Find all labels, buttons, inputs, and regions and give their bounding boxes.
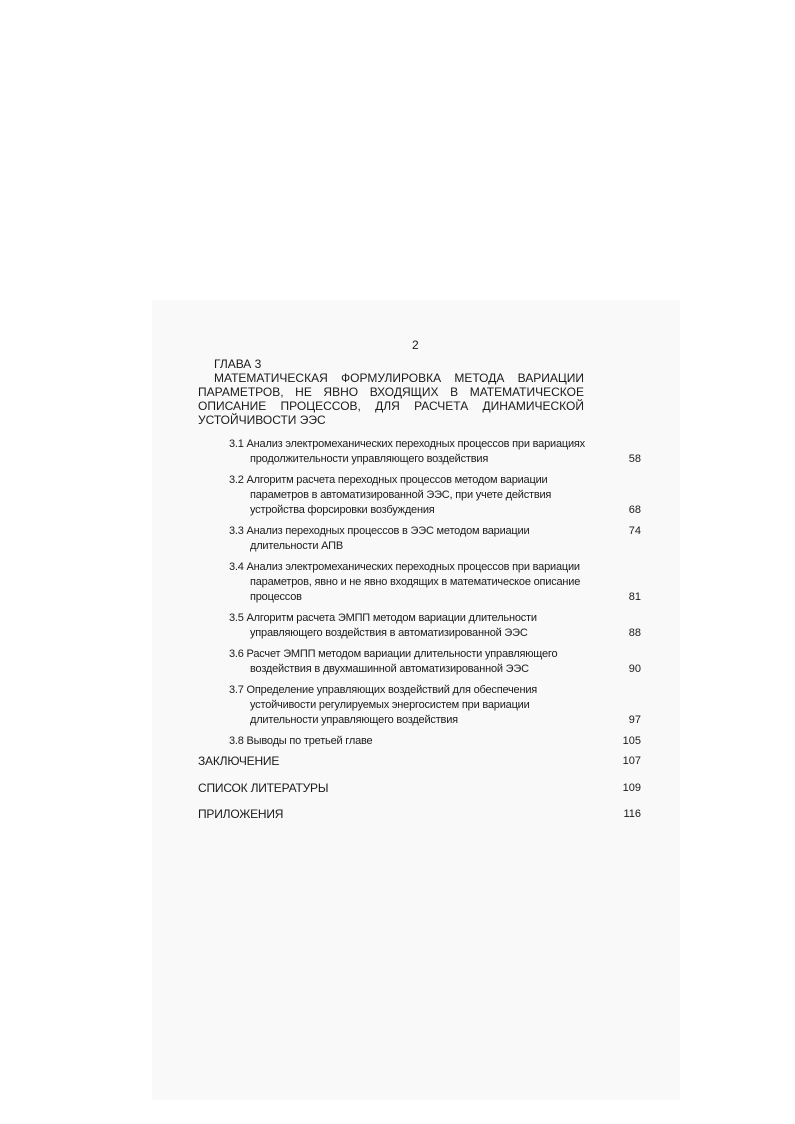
toc-entry-references[interactable]: [198, 781, 641, 796]
toc-entry-page: 74: [628, 525, 641, 537]
toc-entry-appendices[interactable]: [198, 807, 641, 822]
toc-entry-page: 107: [622, 755, 641, 767]
toc-entry-3-5[interactable]: [229, 611, 641, 641]
toc-entry-text: 3.5 Алгоритм расчета ЭМПП методом вариации длительности управляющего воздействия в автоматизированной ЭЭС: [229, 612, 537, 639]
toc-entry-text: 3.7 Определение управляющих воздействий для обеспечения устойчивости регулируемых энергосистем при вариации длительности управляющего воздействия: [229, 684, 538, 726]
toc-entry-3-3[interactable]: [229, 524, 641, 554]
toc-entry-3-4[interactable]: [229, 560, 641, 605]
toc-entry-3-7[interactable]: [229, 683, 641, 728]
toc-entry-page: 81: [628, 591, 641, 603]
toc-entry-text: СПИСОК ЛИТЕРАТУРЫ: [198, 781, 329, 795]
toc-entry-text: ПРИЛОЖЕНИЯ: [198, 807, 284, 821]
page-number: 2: [412, 338, 419, 352]
toc-entry-page: 88: [628, 627, 641, 639]
toc-entry-text: ЗАКЛЮЧЕНИЕ: [198, 754, 280, 768]
toc-entry-page: 97: [628, 714, 641, 726]
toc-entry-page: 116: [623, 808, 641, 820]
toc-entry-page: 109: [622, 782, 641, 794]
toc-entry-text: 3.1 Анализ электромеханических переходных процессов при вариациях продолжительности управляющего воздействия: [229, 438, 585, 465]
toc-entry-3-6[interactable]: [229, 647, 641, 677]
toc-entry-text: 3.2 Алгоритм расчета переходных процессов методом вариации параметров в автоматизированной ЭЭС, при учете действия устройства форсировки возбуждения: [229, 474, 552, 516]
toc-entry-3-2[interactable]: [229, 473, 641, 518]
toc-entry-text: 3.6 Расчет ЭМПП методом вариации длительности управляющего воздействия в двухмашинной автоматизированной ЭЭС: [229, 648, 558, 675]
toc-entry-text: 3.4 Анализ электромеханических переходных процессов при вариации параметров, явно и не явно входящих в математическое описание процессов: [229, 561, 581, 603]
toc-entry-page: 90: [628, 663, 641, 675]
chapter-label: ГЛАВА 3: [214, 357, 262, 371]
toc-entry-3-1[interactable]: [229, 437, 641, 467]
toc-entry-page: 58: [628, 453, 641, 465]
toc-entry-page: 68: [628, 504, 641, 516]
toc-entry-text: 3.3 Анализ переходных процессов в ЭЭС методом вариации длительности АПВ: [229, 525, 530, 552]
toc-entry-conclusion[interactable]: [198, 754, 641, 769]
toc-entry-page: 105: [622, 735, 641, 747]
chapter-title: МАТЕМАТИЧЕСКАЯ ФОРМУЛИРОВКА МЕТОДА ВАРИАЦИИ ПАРАМЕТРОВ, НЕ ЯВНО ВХОДЯЩИХ В МАТЕМАТИЧЕСКОЕ ОПИСАНИЕ ПРОЦЕССОВ, ДЛЯ РАСЧЕТА ДИНАМИЧЕСКОЙ УСТОЙЧИВОСТИ ЭЭС: [198, 371, 584, 427]
toc-entry-text: 3.8 Выводы по третьей главе: [229, 735, 373, 747]
toc-entry-3-8[interactable]: [229, 734, 641, 749]
